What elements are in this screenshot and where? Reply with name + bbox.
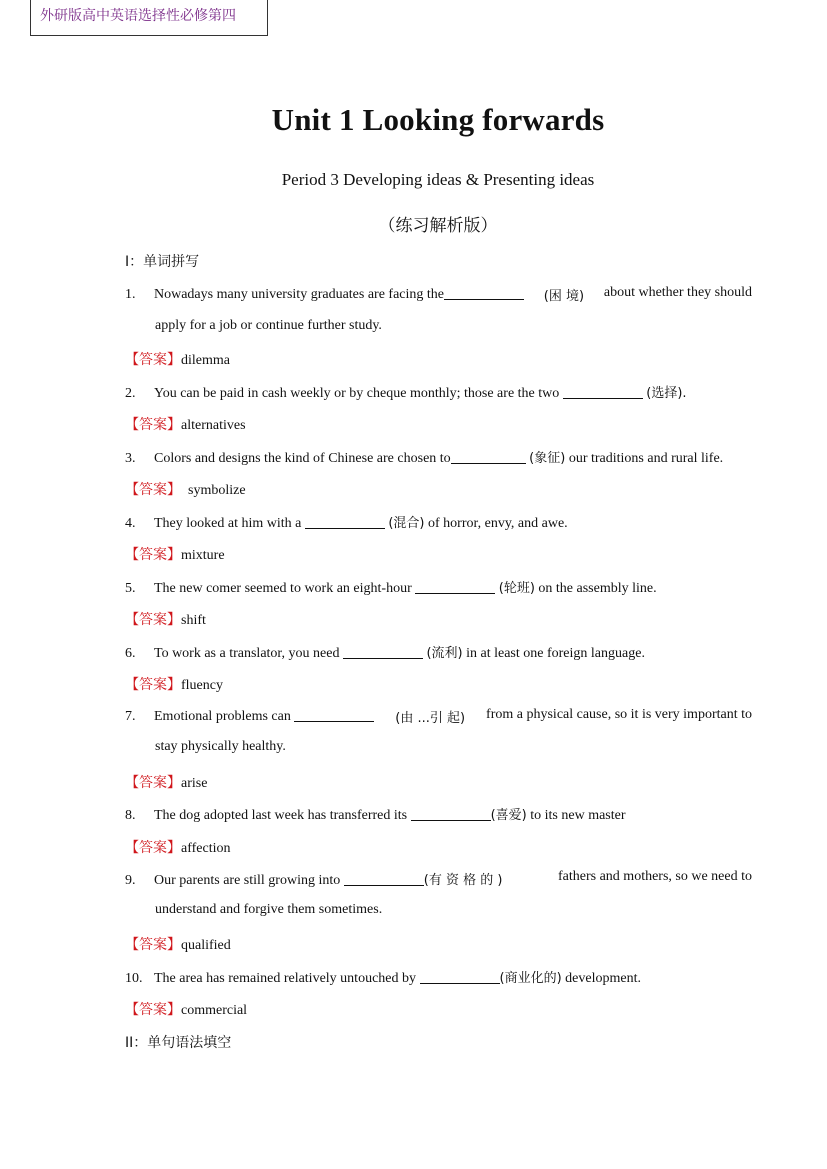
question-text-after: about whether they should (603, 285, 752, 300)
answer-label: 【答案】 (125, 352, 181, 368)
question-hint: (有 资 格 的 ) (423, 873, 503, 888)
answer-10 (125, 999, 247, 1019)
answer-text: arise (181, 776, 208, 791)
header-tag: 外研版高中英语选择性必修第四 (30, 0, 268, 36)
question-hint: (象征) (529, 451, 566, 466)
answer-text: alternatives (181, 418, 246, 433)
question-number: 6. (125, 646, 136, 661)
question-hint: (由 ...引 起) (395, 711, 466, 726)
question-hint: (轮班) (498, 581, 535, 596)
question-text-after: fathers and mothers, so we need to (558, 869, 752, 884)
answer-label: 【答案】 (125, 937, 181, 953)
answer-1 (125, 349, 230, 369)
question-text: Colors and designs the kind of Chinese are chosen to (154, 451, 451, 466)
question-text-after: of horror, envy, and awe. (428, 516, 568, 531)
question-text: Nowadays many university graduates are facing the (154, 287, 445, 302)
answer-2 (125, 414, 246, 434)
answer-blank[interactable] (451, 449, 526, 464)
question-hint: (困 境) (543, 289, 585, 304)
question-4 (125, 512, 568, 532)
answer-3 (125, 479, 246, 499)
question-text: The dog adopted last week has transferred its (154, 808, 408, 823)
answer-blank[interactable] (343, 644, 423, 659)
question-10 (125, 967, 641, 987)
answer-label: 【答案】 (125, 775, 181, 791)
question-9 (125, 869, 752, 889)
answer-9 (125, 934, 231, 954)
question-hint: (商业化的) (499, 971, 562, 986)
question-text: They looked at him with a (154, 516, 302, 531)
question-hint: (混合) (388, 516, 425, 531)
answer-text: commercial (181, 1003, 248, 1018)
question-7-continued: stay physically healthy. (155, 739, 286, 754)
question-number: 7. (125, 709, 136, 724)
question-1-continued: apply for a job or continue further study. (155, 318, 382, 333)
answer-label: 【答案】 (125, 840, 181, 856)
question-7 (125, 707, 752, 726)
answer-blank[interactable] (563, 384, 643, 399)
answer-label: 【答案】 (125, 612, 181, 628)
answer-label: 【答案】 (125, 1002, 181, 1018)
question-text-after: from a physical cause, so it is very important to (486, 707, 752, 722)
question-text-after: our traditions and rural life. (568, 451, 724, 466)
answer-blank[interactable] (415, 579, 495, 594)
answer-6 (125, 674, 223, 694)
question-number: 9. (125, 873, 136, 888)
question-9-continued: understand and forgive them sometimes. (155, 902, 383, 917)
question-number: 10. (125, 971, 143, 986)
answer-text: affection (181, 841, 231, 856)
question-text-after: in at least one foreign language. (466, 646, 645, 661)
answer-blank[interactable] (305, 514, 385, 529)
answer-text: shift (181, 613, 206, 628)
question-number: 5. (125, 581, 136, 596)
answer-label: 【答案】 (125, 482, 181, 498)
question-text: The new comer seemed to work an eight-hour (154, 581, 412, 596)
answer-7 (125, 772, 207, 792)
question-3 (125, 447, 723, 467)
section-heading-grammar: II：单句语法填空 (125, 1035, 232, 1051)
question-number: 4. (125, 516, 136, 531)
question-text-after: development. (565, 971, 641, 986)
edition-label: （练习解析版） (378, 216, 498, 236)
answer-text: qualified (181, 938, 231, 953)
question-text-after: to its new master (530, 808, 626, 823)
answer-text: mixture (181, 548, 225, 563)
question-2 (125, 382, 687, 402)
question-1 (125, 285, 752, 304)
question-6 (125, 642, 645, 662)
question-number: 3. (125, 451, 136, 466)
question-text: To work as a translator, you need (154, 646, 340, 661)
question-number: 2. (125, 386, 136, 401)
question-text: The area has remained relatively untouched by (154, 971, 416, 986)
page-title: Unit 1 Looking forwards (271, 102, 605, 137)
answer-blank[interactable] (344, 871, 424, 886)
question-number: 1. (125, 287, 136, 302)
question-8 (125, 804, 626, 824)
answer-blank[interactable] (294, 707, 374, 722)
page-subtitle: Period 3 Developing ideas & Presenting ideas (281, 170, 595, 189)
question-hint: (喜爱) (490, 808, 527, 823)
question-text: You can be paid in cash weekly or by cheque monthly; those are the two (154, 386, 560, 401)
answer-blank[interactable] (411, 806, 491, 821)
question-text-after: on the assembly line. (538, 581, 657, 596)
answer-label: 【答案】 (125, 417, 181, 433)
answer-4 (125, 544, 225, 564)
question-5 (125, 577, 657, 597)
question-hint: (流利) (426, 646, 463, 661)
question-hint: (选择). (646, 386, 687, 401)
answer-blank[interactable] (420, 969, 500, 984)
answer-5 (125, 609, 206, 629)
answer-blank[interactable] (444, 285, 524, 300)
question-text: Emotional problems can (154, 709, 291, 724)
answer-label: 【答案】 (125, 677, 181, 693)
section-heading-vocabulary: I：单词拼写 (125, 254, 200, 270)
question-number: 8. (125, 808, 136, 823)
question-text: Our parents are still growing into (154, 873, 341, 888)
answer-label: 【答案】 (125, 547, 181, 563)
answer-text: fluency (181, 678, 223, 693)
answer-text: symbolize (188, 483, 246, 498)
answer-text: dilemma (181, 353, 230, 368)
answer-8 (125, 837, 231, 857)
